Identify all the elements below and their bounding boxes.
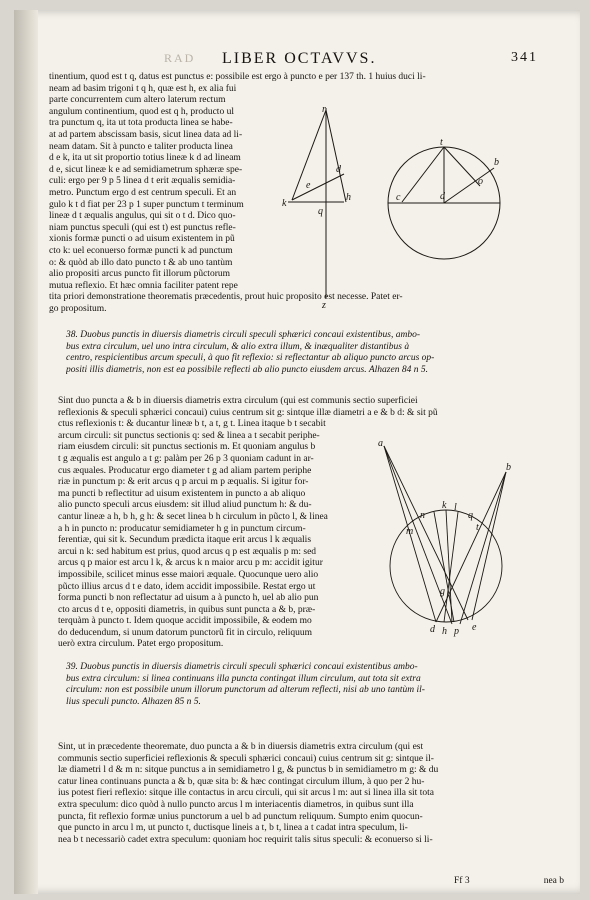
text-line: communis sectio superficiei reflexionis & speculi sphærici concaui) cuius centrum sit g: sintque il- [58, 753, 434, 764]
label-z: z [322, 300, 326, 311]
line-a-to-t [384, 446, 452, 624]
signature-mark: Ff 3 [454, 876, 470, 886]
text-line: impossibile, scilicet minus esse maiori æquale. Quocunque uero alio [58, 569, 319, 580]
label-q: q [468, 510, 473, 521]
text-line: cantur lineæ a h, b h, g h: & secet linea b h circulum in pũcto l, & linea [58, 511, 328, 522]
text-line: at ad partem abscissam basis, sicut linea data ad li- [49, 129, 243, 140]
label-h: h [442, 626, 447, 637]
text-block-3 [58, 742, 558, 846]
text-line: ius potest fieri reflexio: sitque ille contactus in arcu circuli, qui sit arcus l m: aut si linea illa sit tota [58, 788, 434, 799]
text-line: riæ in punctum p: & erit arcus q p arcui m p æqualis. Si igitur for- [58, 477, 309, 488]
running-header [164, 50, 538, 70]
text-line: arcum circuli: sit punctus sectionis q: sed & linea a t secabit periphe- [58, 430, 320, 441]
proposition-line: bus extra circulum: si linea continuans illa puncta contingat illum circulum, aut tota sit extra [66, 673, 421, 684]
proposition-line: 38. Duobus punctis in diuersis diametris circuli speculi sphærici concaui existentibus, ambo- [66, 330, 421, 340]
text-line: reflexionis & speculi sphærici concaui) cuius centrum sit g: sintque illæ diametri a e & b d: & sit pũ [58, 407, 438, 418]
line-t-to-o [444, 147, 480, 186]
book-page [14, 10, 580, 894]
figure-1-diagram [282, 102, 514, 312]
catchword: nea b [543, 876, 564, 886]
text-line: extra speculum: dico quòd à nullo puncto arcus l m interiacentis diametros, in quibus sunt illa [58, 799, 414, 810]
text-line: arcus q p maior est arcu l k, & arcus k n maior arcu p m: accidit igitur [58, 558, 323, 569]
text-line: uerò extra circulum. Patet ergo propositum. [58, 639, 224, 650]
label-o: o [478, 176, 483, 187]
text-line: cto k: uel econuerso formæ puncti k ad punctum [49, 245, 233, 256]
text-line: puncta, fit reflexio formæ unius punctorum a uel b ad punctum reliquum. Sumpto enim quocun- [58, 811, 423, 822]
proposition-line: lius speculi puncto. Alhazen 85 n 5. [66, 696, 201, 707]
label-c: c [396, 192, 401, 203]
label-h: h [346, 192, 351, 203]
proposition-line: bus extra circulum, uel uno intra circulum, & alio extra illum, & inæqualiter distantibus à [66, 341, 410, 352]
text-line: Sint duo puncta a & b in diuersis diametris extra circulum (qui est communis sectio superficiei [58, 396, 418, 406]
proposition-line: centro, respicientibus arcum speculi, à quo fit reflexio: si reflectantur ab aliquo puncto arcus op- [66, 353, 435, 364]
text-line: forma puncti b non reflectatur ad uisum a à puncto h, uel ab alio pun [58, 593, 319, 604]
text-line: angulum continentium, quod est q h, producto ul [49, 106, 234, 117]
text-line: nea b t necessariò cadet extra speculum: quoniam hoc requirit talis situs speculi: & econuerso si li- [58, 834, 433, 845]
label-d: d [336, 164, 341, 175]
text-line: riam eiusdem circuli: sit punctus sectionis m. Et quoniam angulus b [58, 442, 316, 453]
text-line: metro. Punctum ergo d est centrum speculi. Et an [49, 187, 237, 198]
page-title: LIBER OCTAVVS. [222, 50, 377, 67]
bleed-through-text: RAD [164, 51, 196, 65]
text-line: go propositum. [49, 303, 107, 314]
text-line: alio propositi arcus puncto fit illorum pũctorum [49, 269, 230, 280]
text-line: t g æqualis est angulo a t g: palàm per 26 p 3 quoniam cadunt in ar- [58, 453, 314, 464]
page-number: 341 [511, 50, 538, 65]
text-line: que puncto in arcu l m, ut puncto t, ductisque lineis a t, b t, linea a t cadat intra speculum, li- [58, 823, 408, 834]
text-line: ferentiæ, qui sit k. Secundum prædicta itaque erit arcus l k æqualis [58, 535, 312, 546]
label-e: e [472, 622, 477, 633]
text-line: ma puncti b reflectitur ad uisum existentem in puncto a ab aliquo [58, 488, 306, 499]
text-line: do deducendum, si unum datorum punctorũ fit in circulo, reliquum [58, 627, 313, 638]
label-b: b [494, 157, 499, 168]
text-line: pũcto illius arcus d t e dato, idem accidit impossibile. Restat ergo ut [58, 581, 316, 592]
figure-2-diagram [376, 438, 526, 638]
text-line: culi: ergo per 9 p 5 linea d t erit æqualis semidia- [49, 176, 236, 187]
text-line: a h in puncto n: producatur semidiameter h g in punctum circum- [58, 523, 306, 534]
text-line: ctus reflexionis t: & ducantur lineæ b t, a t, g t. Linea itaque b t secabit [58, 419, 326, 430]
text-line: cus æquales. Producatur ergo diameter t g ad aliam partem periphe [58, 465, 312, 476]
text-line: tita priori demonstratione theorematis præcedentis, prout huic proposito est necesse. Patet er- [49, 292, 403, 303]
text-line: tinentium, quod est t q, datus est punctus e: possibile est ergo à puncto e per 137 th. 1 huius duci li- [49, 72, 426, 82]
label-m: m [406, 526, 414, 537]
label-k: k [282, 198, 287, 209]
text-line: neam datam. Sit à puncto e taliter producta linea [49, 141, 233, 152]
proposition-line: 39. Duobus punctis in diuersis diametris circuli speculi sphærici concaui existentibus ambo- [66, 662, 418, 672]
text-line: arcui n k: sed habitum est prius, quod arcus q p est æqualis p m: sed [58, 546, 317, 557]
proposition-line: positi illis diametris, non est ea possibile reflecti ab alio puncto eiusdem arcus. Alhazen 84 n 5. [66, 364, 428, 375]
line-t-to-c [402, 147, 444, 202]
page-footer [454, 876, 564, 886]
line-b-to-e [472, 472, 506, 620]
label-q: q [318, 206, 323, 217]
text-line: alio puncto speculi arcus eiusdem: sit illud aliud punctum h: & du- [58, 500, 312, 511]
label-b: b [506, 462, 511, 473]
label-r: r [322, 104, 326, 115]
text-line: xionis formæ puncti o ad uisum existentem in pũ [49, 234, 235, 245]
text-line: mutua reflexio. Et hæc omnia faciliter patent repe [49, 280, 238, 291]
text-line: d e k, ita ut sit proportio totius lineæ k d ad lineam [49, 153, 241, 164]
label-k: k [442, 500, 447, 511]
text-line: læ diametri l d & m n: sitque punctus a in semidiametro l g, & punctus b in semidiametro m g: & du [58, 765, 439, 776]
text-line: tra punctum q, ita ut tota producta linea se habe- [49, 118, 233, 129]
text-line: lineæ d t æqualis angulus, qui sit o t d. Dico quo- [49, 211, 236, 222]
proposition-line: circulum: non est possibile unum illorum punctorum ad alterum reflecti, nisi ab uno tantùm il- [66, 685, 425, 696]
label-g: g [440, 586, 445, 597]
line-k-to-d [292, 174, 344, 200]
label-n: n [420, 510, 425, 521]
label-d: d [430, 624, 435, 635]
label-l: l [454, 502, 457, 513]
label-d-center: d [440, 191, 445, 202]
line-d-to-b [444, 168, 494, 203]
text-line: catur linea continuans puncta a & b, quæ sita b: & hæc contingat circulum illum, à quo per 2 hu- [58, 776, 425, 787]
text-line: Sint, ut in præcedente theoremate, duo puncta a & b in diuersis diametris extra circulum (qui est [58, 742, 424, 752]
text-line: d e, sicut lineæ k e ad semidiametrum sphæræ spe- [49, 164, 243, 175]
text-line: niam punctus speculi (qui est t) est punctus refle- [49, 222, 236, 233]
text-line: cto arcus d t e, oppositi diametris, in quibus sunt puncta a & b, præ- [58, 604, 316, 615]
label-t: t [476, 522, 479, 533]
text-line: o: & quòd ab illo dato puncto t & ab uno tantùm [49, 257, 233, 268]
label-p: p [454, 626, 459, 637]
line-r-to-h [326, 110, 346, 202]
proposition-39 [66, 662, 566, 708]
label-e: e [306, 180, 311, 191]
binding-gutter [14, 10, 38, 894]
label-a: a [378, 438, 383, 449]
text-line: neam ad basim trigoni t q h, quæ est h, ex alia fui [49, 83, 237, 94]
label-t: t [440, 137, 443, 148]
text-line: terquàm à puncto t. Idem quoque accidit impossibile, & eodem mo [58, 616, 312, 627]
proposition-38 [66, 330, 566, 376]
text-line: parte concurrentem cum altero laterum rectum [49, 95, 226, 106]
text-line: gulo k t d fiat per 23 p 1 super punctum t terminum [49, 199, 244, 210]
